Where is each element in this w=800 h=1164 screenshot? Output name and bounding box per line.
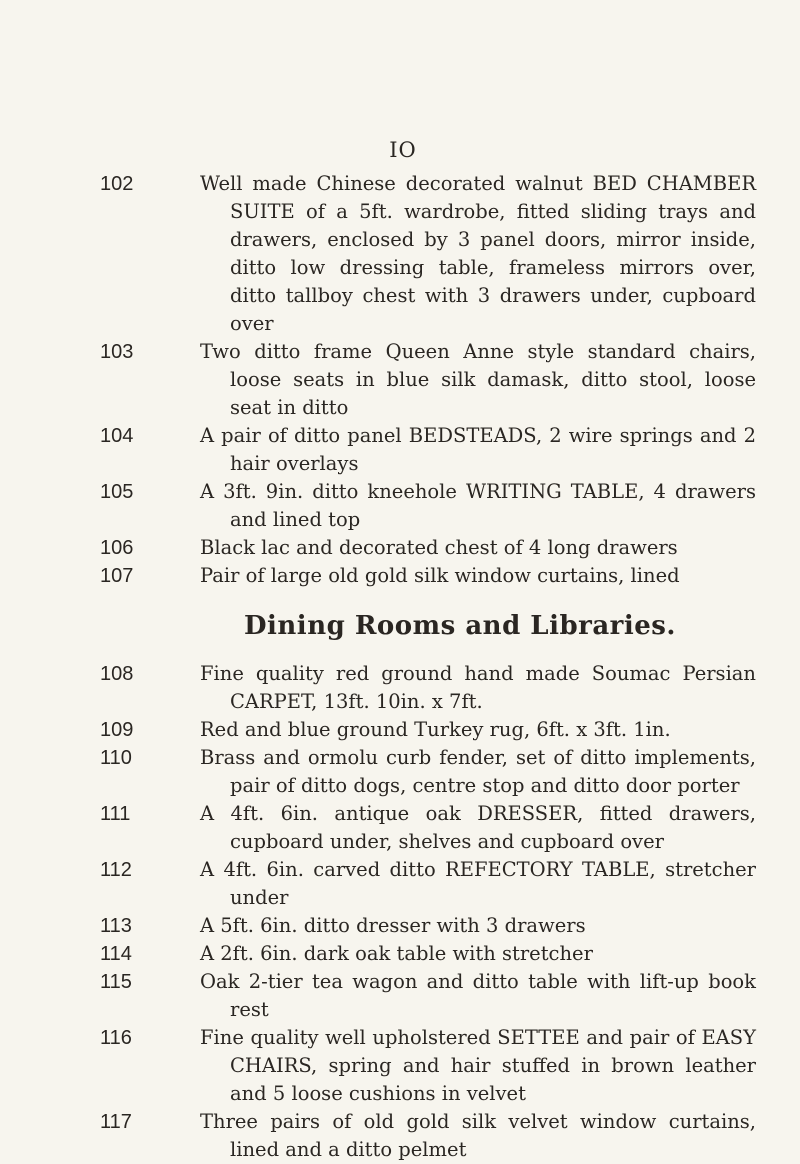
lot-entry [0,170,800,338]
lot-number: 112 [100,859,132,881]
lot-description: Black lac and decorated chest of 4 long drawers [200,536,678,559]
lot-number: 109 [100,719,134,741]
lot-description: Oak 2-tier tea wagon and ditto table with lift-up book rest [200,970,756,1021]
lot-number: 106 [100,537,134,559]
lot-number: 110 [100,747,132,769]
section-heading: Dining Rooms and Libraries. [243,611,676,641]
lot-description: A pair of ditto panel BEDSTEADS, 2 wire springs and 2 hair overlays [200,424,756,475]
lot-number: 113 [100,915,132,937]
lot-entry [0,800,800,856]
lot-number: 108 [100,663,134,685]
lot-entry [0,1108,800,1164]
lot-description: Three pairs of old gold silk velvet window curtains, lined and a ditto pelmet [200,1110,756,1161]
lot-description: A 2ft. 6in. dark oak table with stretcher [200,942,593,965]
lot-description: A 4ft. 6in. antique oak DRESSER, fitted drawers, cupboard under, shelves and cupboard over [200,802,756,853]
lot-entry [0,1024,800,1108]
lot-entry [0,562,800,590]
lot-entry [0,338,800,422]
lot-number: 103 [100,341,134,363]
lot-description: Red and blue ground Turkey rug, 6ft. x 3ft. 1in. [200,718,671,741]
lot-entry [0,478,800,534]
lot-entry [0,856,800,912]
lot-description: Well made Chinese decorated walnut BED CHAMBER SUITE of a 5ft. wardrobe, fitted sliding trays and drawers, enclosed by 3 panel doors, mirror inside, ditto low dressing table, frameless mirrors over, ditto tallboy chest with 3 drawers under, cupboard over [200,172,756,335]
lot-number: 104 [100,425,134,447]
lot-entry [0,660,800,716]
lot-list [0,170,800,1164]
lot-entry [0,422,800,478]
lot-number: 115 [100,971,132,993]
lot-number: 105 [100,481,134,503]
lot-entry [0,968,800,1024]
lot-number: 114 [100,943,132,965]
lot-description: A 5ft. 6in. ditto dresser with 3 drawers [200,914,586,937]
page-number: IO [389,138,417,162]
lot-description: Fine quality well upholstered SETTEE and pair of EASY CHAIRS, spring and hair stuffed in brown leather and 5 loose cushions in velvet [200,1026,756,1105]
lot-number: 116 [100,1027,132,1049]
lot-entry [0,716,800,744]
lot-description: Brass and ormolu curb fender, set of ditto implements, pair of ditto dogs, centre stop and ditto door porter [200,746,756,797]
lot-entry [0,534,800,562]
lot-entry [0,744,800,800]
lot-description: Two ditto frame Queen Anne style standard chairs, loose seats in blue silk damask, ditto stool, loose seat in ditto [200,340,756,419]
lot-description: Pair of large old gold silk window curtains, lined [200,564,680,587]
lot-entry [0,940,800,968]
lot-number: 111 [100,803,131,825]
lot-number: 107 [100,565,134,587]
lot-entry [0,912,800,940]
lot-description: A 3ft. 9in. ditto kneehole WRITING TABLE, 4 drawers and lined top [200,480,756,531]
lot-description: A 4ft. 6in. carved ditto REFECTORY TABLE, stretcher under [200,858,756,909]
lot-number: 117 [100,1111,132,1133]
lot-description: Fine quality red ground hand made Soumac Persian CARPET, 13ft. 10in. x 7ft. [200,662,756,713]
lot-number: 102 [100,173,134,195]
